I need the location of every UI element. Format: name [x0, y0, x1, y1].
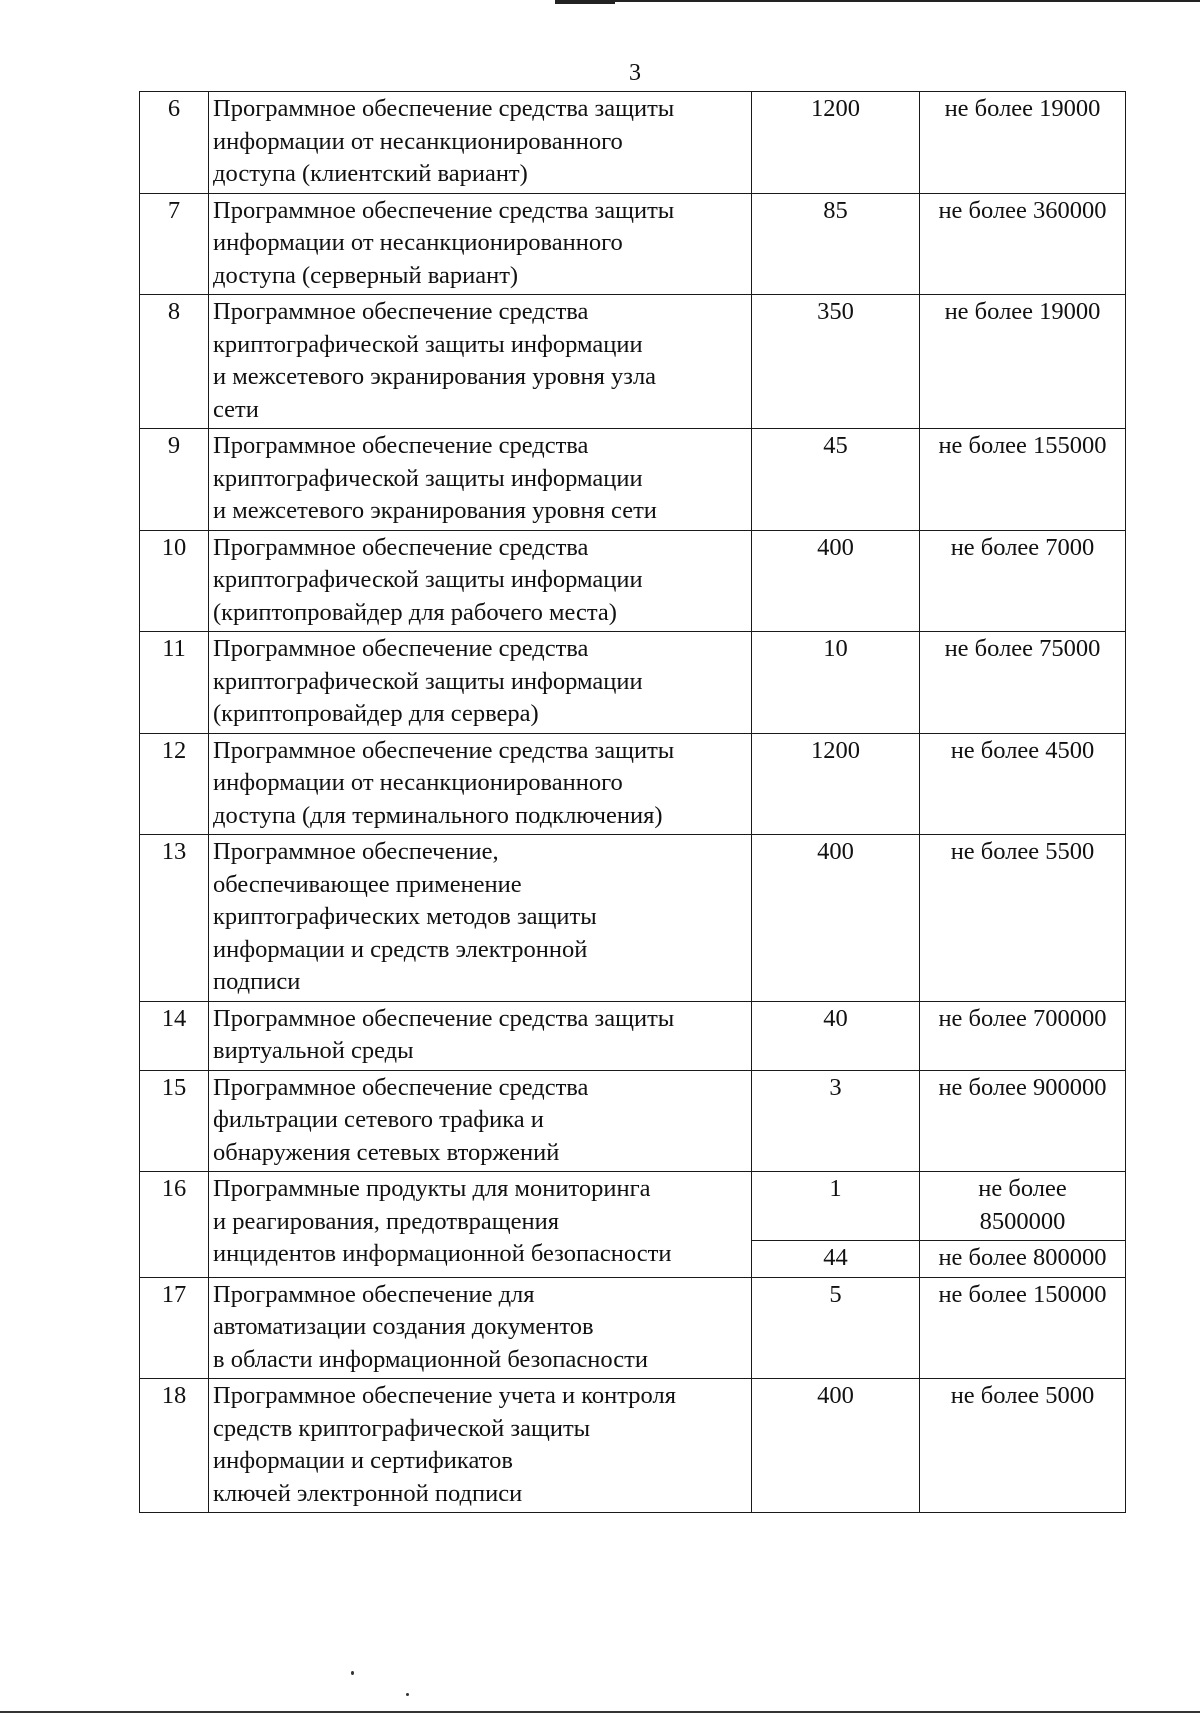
- product-name: [209, 1379, 752, 1513]
- page-number: 3: [629, 60, 641, 86]
- product-name-line: Программное обеспечение средства: [213, 432, 589, 459]
- quantity: 44: [752, 1241, 920, 1278]
- product-name-line: и реагирования, предотвращения: [213, 1207, 559, 1235]
- product-name-line: Программное обеспечение учета и контроля: [213, 1382, 676, 1409]
- product-name: [209, 1001, 752, 1070]
- product-name-line: информации и средств электронной: [213, 935, 588, 963]
- product-name-line: информации и сертификатов: [213, 1447, 513, 1474]
- product-name-line: автоматизации создания документов: [213, 1313, 594, 1340]
- table-row: [140, 1277, 1126, 1379]
- scan-speck: [406, 1693, 409, 1696]
- product-name-line: криптографической защиты информации: [213, 667, 643, 695]
- quantity: 1200: [752, 733, 920, 835]
- quantity: 400: [752, 530, 920, 632]
- product-name-line: криптографической защиты информации: [213, 464, 643, 492]
- table-row: [140, 530, 1126, 632]
- scan-artifact-top-line: [560, 0, 1200, 2]
- price-limit: не более 155000: [920, 429, 1126, 531]
- product-name-line: Программное обеспечение средства: [213, 635, 589, 662]
- quantity: 350: [752, 295, 920, 429]
- quantity: 5: [752, 1277, 920, 1379]
- row-number: 11: [140, 632, 209, 734]
- product-name: [209, 530, 752, 632]
- price-limit: не более 75000: [920, 632, 1126, 734]
- price-limit: не более 150000: [920, 1277, 1126, 1379]
- product-name: [209, 92, 752, 194]
- product-name: [209, 295, 752, 429]
- product-name-line: криптографической защиты информации: [213, 566, 643, 593]
- product-name-line: Программное обеспечение средства: [213, 1073, 589, 1101]
- table-row: [140, 835, 1126, 1002]
- row-number: 16: [140, 1172, 209, 1278]
- row-number: 7: [140, 193, 209, 295]
- row-number: 10: [140, 530, 209, 632]
- price-limit-line: 8500000: [979, 1207, 1066, 1235]
- product-name-line: криптографической защиты информации: [213, 330, 643, 358]
- quantity: 400: [752, 1379, 920, 1513]
- product-name-line: доступа (клиентский вариант): [213, 160, 528, 187]
- product-name: [209, 1277, 752, 1379]
- product-name-line: Программное обеспечение для: [213, 1280, 535, 1308]
- product-name-line: Программное обеспечение средства защиты: [213, 736, 675, 764]
- quantity: 1: [752, 1172, 920, 1241]
- product-name-line: обеспечивающее применение: [213, 870, 522, 898]
- price-limit: не более 360000: [920, 193, 1126, 295]
- table-row: [140, 1070, 1126, 1172]
- quantity: 85: [752, 193, 920, 295]
- product-name-line: Программное обеспечение,: [213, 838, 499, 865]
- product-name-line: фильтрации сетевого трафика и: [213, 1106, 544, 1133]
- quantity: 1200: [752, 92, 920, 194]
- table-body: [140, 92, 1126, 1513]
- product-name-line: Программное обеспечение средства защиты: [213, 196, 675, 224]
- product-name: [209, 1070, 752, 1172]
- row-number: 9: [140, 429, 209, 531]
- table-row: [140, 1379, 1126, 1513]
- price-limit: не более 19000: [920, 92, 1126, 194]
- price-limit: не более 5000: [920, 1379, 1126, 1513]
- software-table: [139, 91, 1126, 1513]
- product-name-line: криптографических методов защиты: [213, 903, 597, 930]
- product-name: [209, 733, 752, 835]
- product-name-line: Программное обеспечение средства защиты: [213, 1004, 675, 1032]
- price-limit: не более 4500: [920, 733, 1126, 835]
- product-name: [209, 1172, 752, 1278]
- table-row: [140, 92, 1126, 194]
- quantity: 3: [752, 1070, 920, 1172]
- quantity: 10: [752, 632, 920, 734]
- product-name-line: инцидентов информационной безопасности: [213, 1240, 672, 1267]
- product-name: [209, 835, 752, 1002]
- price-limit: не более 900000: [920, 1070, 1126, 1172]
- product-name-line: и межсетевого экранирования уровня узла: [213, 363, 657, 390]
- product-name-line: информации от несанкционированного: [213, 127, 623, 155]
- table-row: [140, 632, 1126, 734]
- quantity: 40: [752, 1001, 920, 1070]
- product-name-line: Программное обеспечение средства: [213, 298, 589, 325]
- product-name: [209, 193, 752, 295]
- product-name-line: виртуальной среды: [213, 1037, 414, 1064]
- product-name-line: информации от несанкционированного: [213, 769, 623, 796]
- row-number: 13: [140, 835, 209, 1002]
- product-name-line: Программные продукты для мониторинга: [213, 1175, 651, 1202]
- price-limit: не более 19000: [920, 295, 1126, 429]
- product-name-line: сети: [213, 395, 259, 423]
- scan-artifact-bottom-line: [0, 1711, 1200, 1713]
- row-number: 8: [140, 295, 209, 429]
- row-number: 6: [140, 92, 209, 194]
- table-row: [140, 733, 1126, 835]
- row-number: 15: [140, 1070, 209, 1172]
- product-name-line: средств криптографической защиты: [213, 1414, 591, 1442]
- product-name: [209, 429, 752, 531]
- price-limit-line: не более: [978, 1175, 1067, 1202]
- table-row: [140, 429, 1126, 531]
- product-name-line: ключей электронной подписи: [213, 1479, 523, 1507]
- product-name-line: в области информационной безопасности: [213, 1345, 648, 1373]
- product-name-line: Программное обеспечение средства защиты: [213, 95, 675, 122]
- scan-speck: [351, 1671, 354, 1675]
- price-limit: не более 5500: [920, 835, 1126, 1002]
- product-name-line: (криптопровайдер для рабочего места): [213, 598, 617, 626]
- row-number: 12: [140, 733, 209, 835]
- row-number: 17: [140, 1277, 209, 1379]
- price-limit: не более 7000: [920, 530, 1126, 632]
- row-number: 14: [140, 1001, 209, 1070]
- product-name-line: подписи: [213, 968, 301, 995]
- product-name-line: информации от несанкционированного: [213, 229, 623, 256]
- quantity: 400: [752, 835, 920, 1002]
- price-limit: не более 800000: [920, 1241, 1126, 1278]
- product-name: [209, 632, 752, 734]
- table-row: [140, 295, 1126, 429]
- product-name-line: (криптопровайдер для сервера): [213, 700, 539, 727]
- quantity: 45: [752, 429, 920, 531]
- row-number: 18: [140, 1379, 209, 1513]
- product-name-line: доступа (серверный вариант): [213, 261, 519, 289]
- table-row: [140, 1172, 1126, 1241]
- table-row: [140, 193, 1126, 295]
- product-name-line: Программное обеспечение средства: [213, 533, 589, 561]
- price-limit: не более 700000: [920, 1001, 1126, 1070]
- product-name-line: и межсетевого экранирования уровня сети: [213, 497, 657, 524]
- product-name-line: обнаружения сетевых вторжений: [213, 1138, 560, 1166]
- table-row: [140, 1001, 1126, 1070]
- price-limit: [920, 1172, 1126, 1241]
- product-name-line: доступа (для терминального подключения): [213, 801, 663, 829]
